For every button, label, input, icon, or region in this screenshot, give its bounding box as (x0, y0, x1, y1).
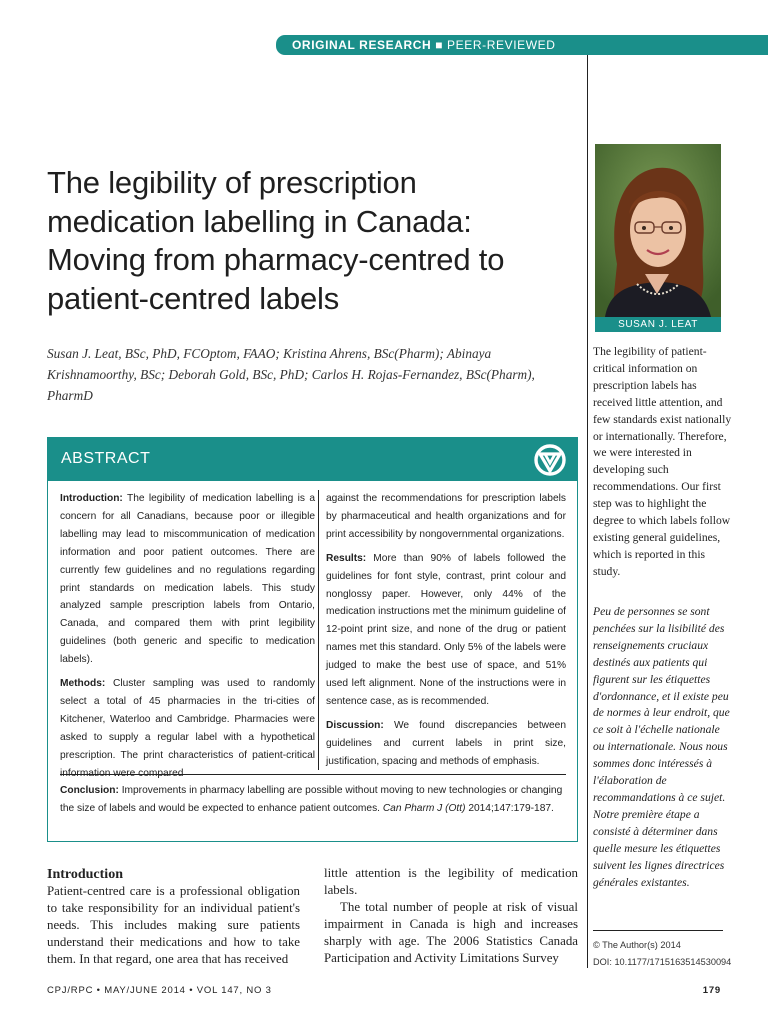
citation-details: 2014;147:179-187. (465, 802, 554, 814)
banner-type: PEER-REVIEWED (447, 38, 556, 52)
body-paragraph: Patient-centred care is a professional obligation to take responsibility for an individual patient's needs. This includes making sure patients understand their medications and how to take them. In that regard, one area that has received (47, 884, 300, 966)
page-number: 179 (702, 985, 721, 996)
intro-text: The legibility of medication labelling is a concern for all Canadians, because poor or illegible labelling may lead to miscommunication of medication information and poor patient outcomes. There are currently few guidelines and no regulations regarding print standards on medication labels. This study analyzed sample prescription labels from Ontario, Canada, and compared them with print legibility guidelines (both generic and specific to medication labels). (60, 493, 315, 666)
copyright-notice: © The Author(s) 2014 (593, 940, 681, 950)
discussion-label: Discussion: (326, 719, 384, 731)
abstract-heading: ABSTRACT (61, 450, 151, 467)
footer-journal: CPJ/RPC • MAY/JUNE 2014 • VOL 147, NO 3 (47, 985, 272, 996)
sidebar-metadata (593, 937, 731, 971)
author-portrait-image (595, 144, 721, 317)
abstract-conclusion (60, 782, 566, 818)
abstract-methods-continued: against the recommendations for prescription labels by pharmaceutical and health organizations and for print accessibility by nongovernmental organizations. (326, 493, 566, 540)
sidebar-divider (593, 930, 723, 931)
body-right-column (324, 865, 578, 967)
methods-label: Methods: (60, 678, 106, 690)
section-banner (276, 35, 768, 55)
photo-caption: SUSAN J. LEAT (595, 317, 721, 332)
intro-label: Introduction: (60, 493, 123, 504)
abstract-box (47, 437, 578, 842)
discussion-text: We found discrepancies between guidelines and current labels in print size, justification, spacing and methods of emphasis. (326, 719, 566, 767)
abstract-methods (60, 675, 315, 782)
abstract-results (326, 550, 566, 711)
results-label: Results: (326, 552, 367, 564)
journal-logo-icon (533, 443, 567, 477)
abstract-divider (60, 774, 566, 775)
banner-separator: ■ (431, 38, 448, 52)
banner-section: ORIGINAL RESEARCH (292, 38, 432, 52)
sidebar-summary-english: The legibility of patient-critical information on prescription labels has received little attention, and few standards exist nationally or internationally. Therefore, we were interested in developing such recommendations. Our first step was to highlight the degree to which labels follow existing general guidelines, which is reported in this study. (593, 345, 732, 578)
abstract-right-column (326, 490, 566, 777)
abstract-introduction (60, 490, 315, 669)
body-paragraph: The total number of people at risk of visual impairment in Canada is high and increases sharply with age. The 2006 Statistics Canada Participation and Activity Limitations Survey (324, 900, 578, 965)
abstract-discussion (326, 717, 566, 771)
column-rule (587, 55, 588, 968)
methods-text: Cluster sampling was used to randomly select a total of 45 pharmacies in the tri-cities of Kitchener, Waterloo and Cambridge. Pharmacies were asked to supply a regular label with a hypothetical prescription. The print characteristics of patient-critical (60, 678, 315, 761)
conclusion-label: Conclusion: (60, 785, 119, 796)
abstract-left-column (60, 490, 315, 789)
author-photo (595, 144, 721, 317)
results-text: More than 90% of labels followed the guidelines for font style, contrast, print colour and nonglossy paper. However, only 44% of the medication instructions met the minimum guideline of 12-point print size, and none of the drug or patient names met this standard. Only 5% of the labels were judged to make the best use of space, and 51% used left alignment. None of the instructions were in sentence case, as is recommended. (326, 552, 566, 707)
conclusion-text: Improvements in pharmacy labelling are possible without moving to new technologies or changing the size of labels and would be expected to enhance patient outcomes. (60, 785, 563, 814)
body-left-column (47, 866, 300, 968)
abstract-column-divider (318, 490, 319, 770)
sidebar-summary-french: Peu de personnes se sont penchées sur la lisibilité des renseignements cruciaux destinés aux patients qui figurent sur les étiquettes d'ordonnance, et il existe peu de normes à leur endroit, que ce soit à l'échelle nationale ou internationale. Nous nous sommes donc intéressés à l'élaboration de recommandations à ce sujet. Notre première étape a consisté à déterminer dans quelle mesure les étiquettes suivent les lignes directrices générales existantes. (593, 605, 730, 889)
introduction-heading: Introduction (47, 867, 123, 882)
author-list: Susan J. Leat, BSc, PhD, FCOptom, FAAO; Kristina Ahrens, BSc(Pharm); Abinaya Krishnamoorthy, BSc; Deborah Gold, BSc, PhD; Carlos H. Rojas-Fernandez, BSc(Pharm), PharmD (47, 346, 535, 403)
article-title: The legibility of prescription medication labelling in Canada: Moving from pharmacy-centred to patient-centred labels (47, 165, 505, 316)
citation-journal: Can Pharm J (Ott) (382, 802, 466, 814)
abstract-header (48, 438, 577, 481)
doi: DOI: 10.1177/1715163514530094 (593, 957, 732, 967)
body-paragraph-continued: little attention is the legibility of medication labels. (324, 866, 578, 897)
